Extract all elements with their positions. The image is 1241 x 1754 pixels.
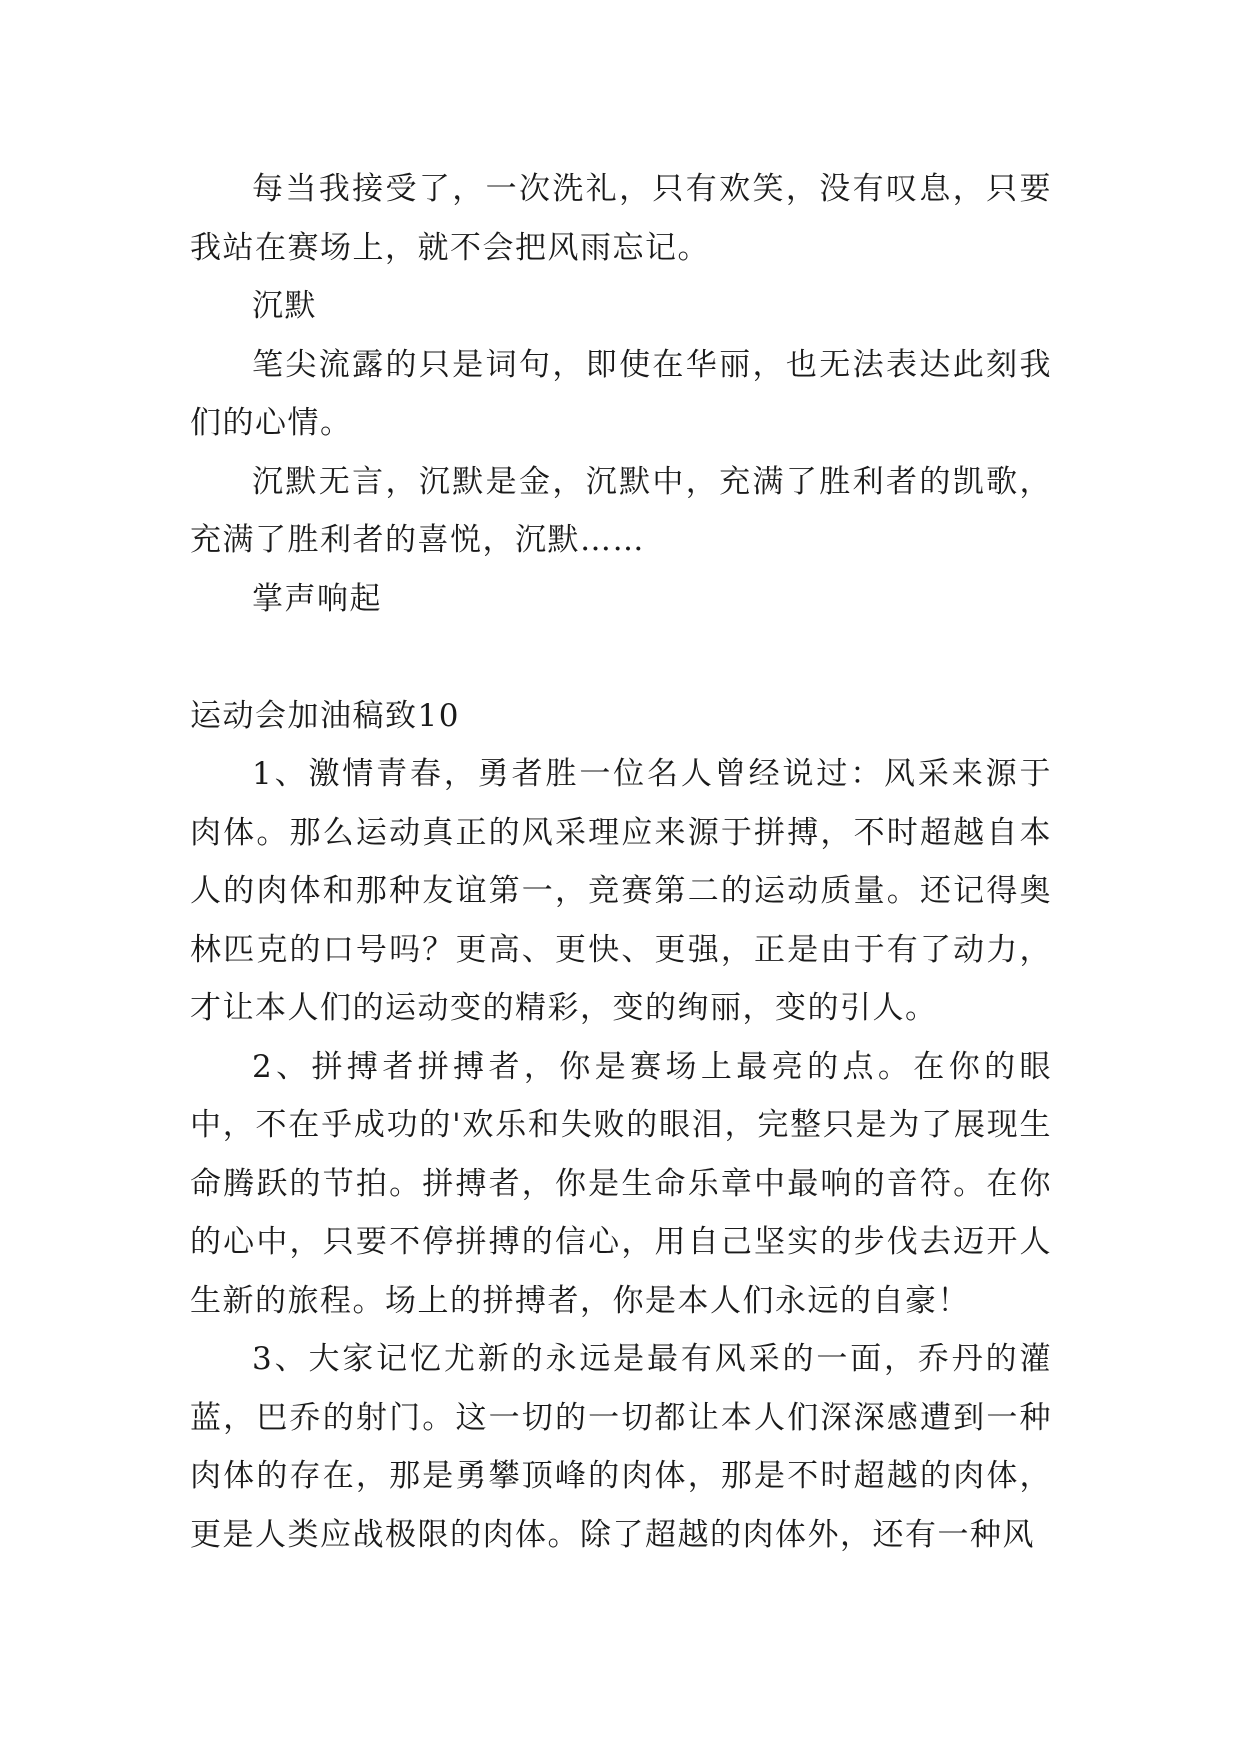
document-body: [190, 160, 1052, 1564]
paragraph-item-3: 3、大家记忆尤新的永远是最有风采的一面，乔丹的灌蓝，巴乔的射门。这一切的一切都让本人们深深感遭到一种肉体的存在，那是勇攀顶峰的肉体，那是不时超越的肉体，更是人类应战极限的肉体。除了超越的肉体外，还有一种风: [190, 1341, 1052, 1553]
paragraph-item-2: 2、拼搏者拼搏者，你是赛场上最亮的点。在你的眼中，不在乎成功的'欢乐和失败的眼泪，完整只是为了展现生命腾跃的节拍。拼搏者，你是生命乐章中最响的音符。在你的心中，只要不停拼搏的信心，用自己坚实的步伐去迈开人生新的旅程。场上的拼搏者，你是本人们永远的自豪！: [190, 1048, 1052, 1319]
section-heading: 运动会加油稿致10: [190, 697, 460, 734]
paragraph-applause: 掌声响起: [252, 580, 382, 617]
section-gap: [190, 628, 1052, 687]
paragraph-baptism: 每当我接受了，一次洗礼，只有欢笑，没有叹息，只要我站在赛场上，就不会把风雨忘记。: [190, 171, 1052, 266]
paragraph-item-1: 1、激情青春，勇者胜一位名人曾经说过：风采来源于肉体。那么运动真正的风采理应来源于拼搏，不时超越自本人的肉体和那种友谊第一，竞赛第二的运动质量。还记得奥林匹克的口号吗？更高、更快、更强，正是由于有了动力，才让本人们的运动变的精彩，变的绚丽，变的引人。: [190, 756, 1052, 1026]
paragraph-pen-tip: 笔尖流露的只是词句，即使在华丽，也无法表达此刻我们的心情。: [190, 346, 1052, 441]
paragraph-silence-gold: 沉默无言，沉默是金，沉默中，充满了胜利者的凯歌，充满了胜利者的喜悦，沉默……: [190, 463, 1052, 558]
paragraph-silence-title: 沉默: [252, 288, 317, 324]
